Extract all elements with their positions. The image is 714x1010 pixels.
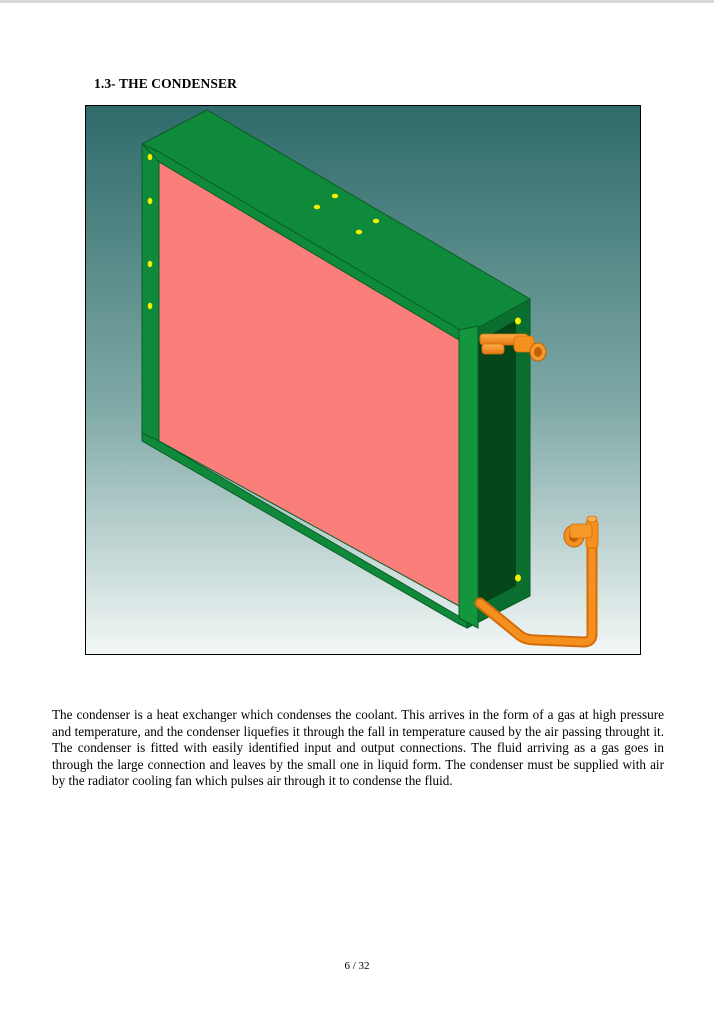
condenser-illustration bbox=[86, 106, 640, 654]
frame-right-bar bbox=[459, 326, 478, 628]
page-number: 6 / 32 bbox=[344, 960, 370, 972]
condenser-description: The condenser is a heat exchanger which condenses the coolant. This arrives in the form of a gas at high pressure and temperature, and the condenser liquefies it through the fall in temperature caused by the air passing throught it. The condenser is fitted with easily identified input and output connections. The fluid arriving as a gas goes in through the large connection and leaves by the small one in liquid form. The condenser must be supplied with air by the radiator cooling fan which pulses air through it to condense the fluid. bbox=[52, 707, 664, 789]
page-top-border bbox=[0, 0, 714, 3]
frame-right-inner bbox=[478, 320, 516, 606]
frame-left-bar bbox=[142, 144, 159, 441]
section-heading: 1.3- THE CONDENSER bbox=[94, 76, 237, 91]
condenser-figure bbox=[85, 105, 641, 655]
